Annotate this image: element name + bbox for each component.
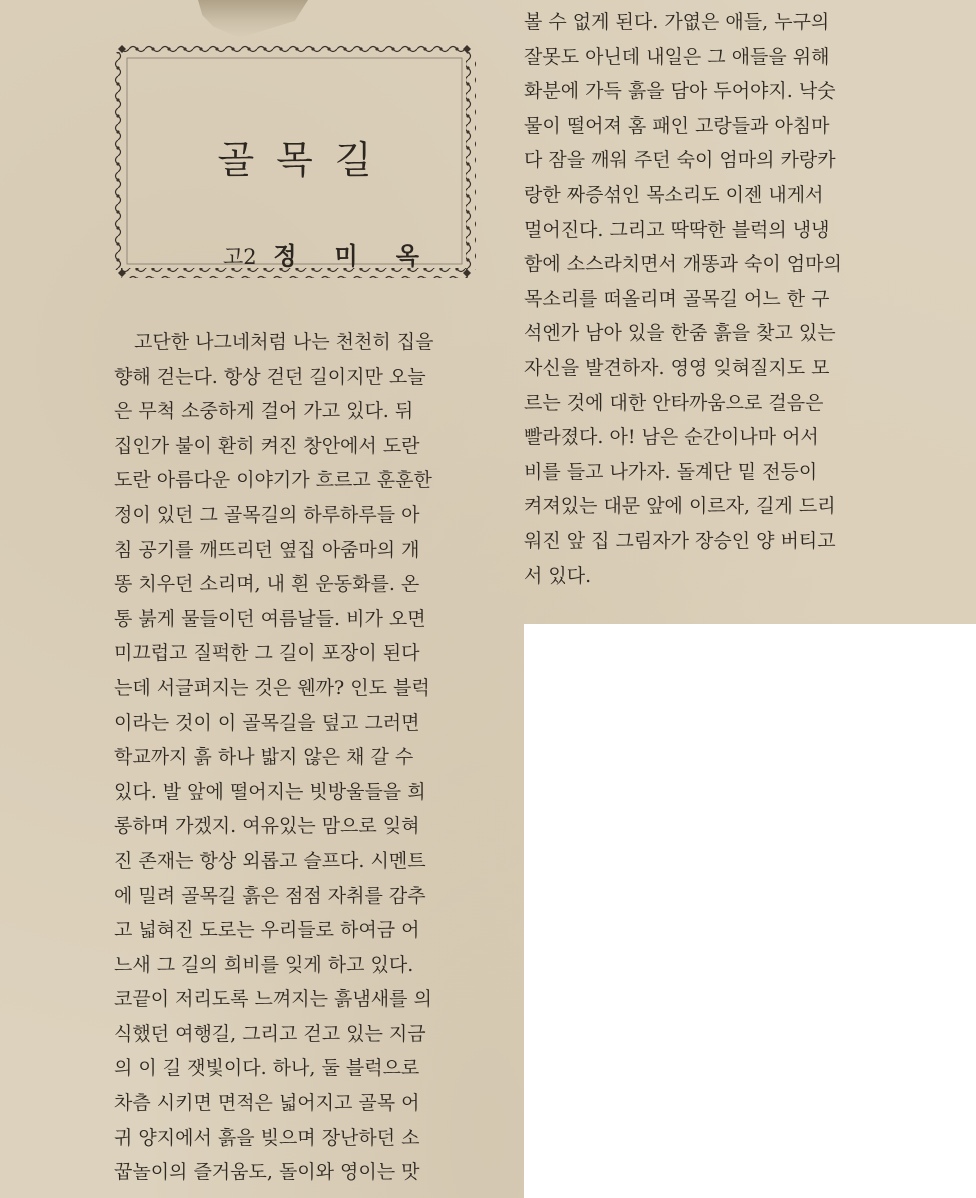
text-line: 고 넓혀진 도로는 우리들로 하여금 어 — [114, 919, 420, 942]
text-line: 코끝이 저리도록 느껴지는 흙냄새를 의 — [114, 988, 432, 1011]
text-line: 향해 걷는다. 항상 걷던 길이지만 오늘 — [114, 365, 426, 388]
text-line: 미끄럽고 질퍽한 그 길이 포장이 된다 — [114, 642, 420, 665]
article-title: 골목길 — [217, 138, 394, 182]
author-grade: 고2 — [223, 245, 257, 269]
text-line: 집인가 불이 환히 켜진 창안에서 도란 — [114, 434, 420, 457]
title-frame — [113, 44, 476, 278]
text-line: 자신을 발견하자. 영영 잊혀질지도 모 — [524, 356, 830, 379]
author-byline — [223, 242, 457, 271]
text-line: 느새 그 길의 희비를 잊게 하고 있다. — [114, 953, 414, 976]
text-line: 는데 서글퍼지는 것은 웬까? 인도 블럭 — [114, 676, 430, 699]
text-line: 잘못도 아닌데 내일은 그 애들을 위해 — [524, 45, 830, 68]
text-line: 에 밀려 골목길 흙은 점점 자취를 감추 — [114, 884, 426, 907]
text-line: 통 붉게 물들이던 여름날들. 비가 오면 — [114, 607, 426, 630]
text-line: 비를 들고 나가자. 돌계단 밑 전등이 — [524, 460, 818, 483]
text-line: 목소리를 떠올리며 골목길 어느 한 구 — [524, 287, 830, 310]
text-line: 정이 있던 그 골목길의 하루하루들 아 — [114, 503, 420, 526]
text-line: 의 이 길 잿빛이다. 하나, 둘 블럭으로 — [114, 1057, 420, 1080]
text-line: 다 잠을 깨워 주던 숙이 엄마의 카랑카 — [524, 149, 836, 172]
text-line: 이라는 것이 이 골목길을 덮고 그러면 — [114, 711, 420, 734]
text-line: 꿉놀이의 즐거움도, 돌이와 영이는 맛 — [114, 1161, 420, 1184]
left-text-column — [114, 325, 433, 1190]
text-line: 화분에 가득 흙을 담아 두어야지. 낙숫 — [524, 80, 836, 103]
right-text-column — [524, 5, 842, 593]
text-line: 켜져있는 대문 앞에 이르자, 길게 드리 — [524, 495, 836, 518]
text-line: 롱하며 가겠지. 여유있는 맘으로 잊혀 — [114, 815, 420, 838]
text-line: 침 공기를 깨뜨리던 옆집 아줌마의 개 — [114, 538, 420, 561]
blank-white-area — [524, 624, 976, 1198]
text-line: 워진 앞 집 그림자가 장승인 양 버티고 — [524, 529, 836, 552]
text-line: 르는 것에 대한 안타까움으로 걸음은 — [524, 391, 824, 414]
author-name: 정미옥 — [273, 241, 457, 270]
text-line: 식했던 여행길, 그리고 걷고 있는 지금 — [114, 1022, 426, 1045]
text-line: 도란 아름다운 이야기가 흐르고 훈훈한 — [114, 469, 432, 492]
text-line: 똥 치우던 소리며, 내 흰 운동화를. 온 — [114, 573, 420, 596]
text-line: 석엔가 남아 있을 한줌 흙을 찾고 있는 — [524, 322, 836, 345]
text-line: 진 존재는 항상 외롭고 슬프다. 시멘트 — [114, 849, 426, 872]
text-line: 학교까지 흙 하나 밟지 않은 채 갈 수 — [114, 746, 414, 769]
text-line: 물이 떨어져 홈 패인 고랑들과 아침마 — [524, 114, 830, 137]
text-line: 볼 수 없게 된다. 가엾은 애들, 누구의 — [524, 11, 830, 33]
text-line: 랑한 짜증섞인 목소리도 이젠 내게서 — [524, 183, 824, 206]
text-line: 멀어진다. 그리고 딱딱한 블럭의 냉냉 — [524, 218, 830, 241]
text-line: 고단한 나그네처럼 나는 천천히 집을 — [134, 331, 434, 353]
torn-paper-edge — [198, 0, 308, 38]
text-line: 은 무척 소중하게 걸어 가고 있다. 뒤 — [114, 400, 414, 423]
text-line: 있다. 발 앞에 떨어지는 빗방울들을 희 — [114, 780, 426, 803]
text-line: 귀 양지에서 흙을 빚으며 장난하던 소 — [114, 1126, 420, 1149]
text-line: 빨라졌다. 아! 남은 순간이나마 어서 — [524, 426, 819, 449]
text-line: 차츰 시키면 면적은 넓어지고 골목 어 — [114, 1092, 420, 1115]
text-line: 서 있다. — [524, 564, 592, 587]
text-line: 함에 소스라치면서 개똥과 숙이 엄마의 — [524, 253, 842, 276]
